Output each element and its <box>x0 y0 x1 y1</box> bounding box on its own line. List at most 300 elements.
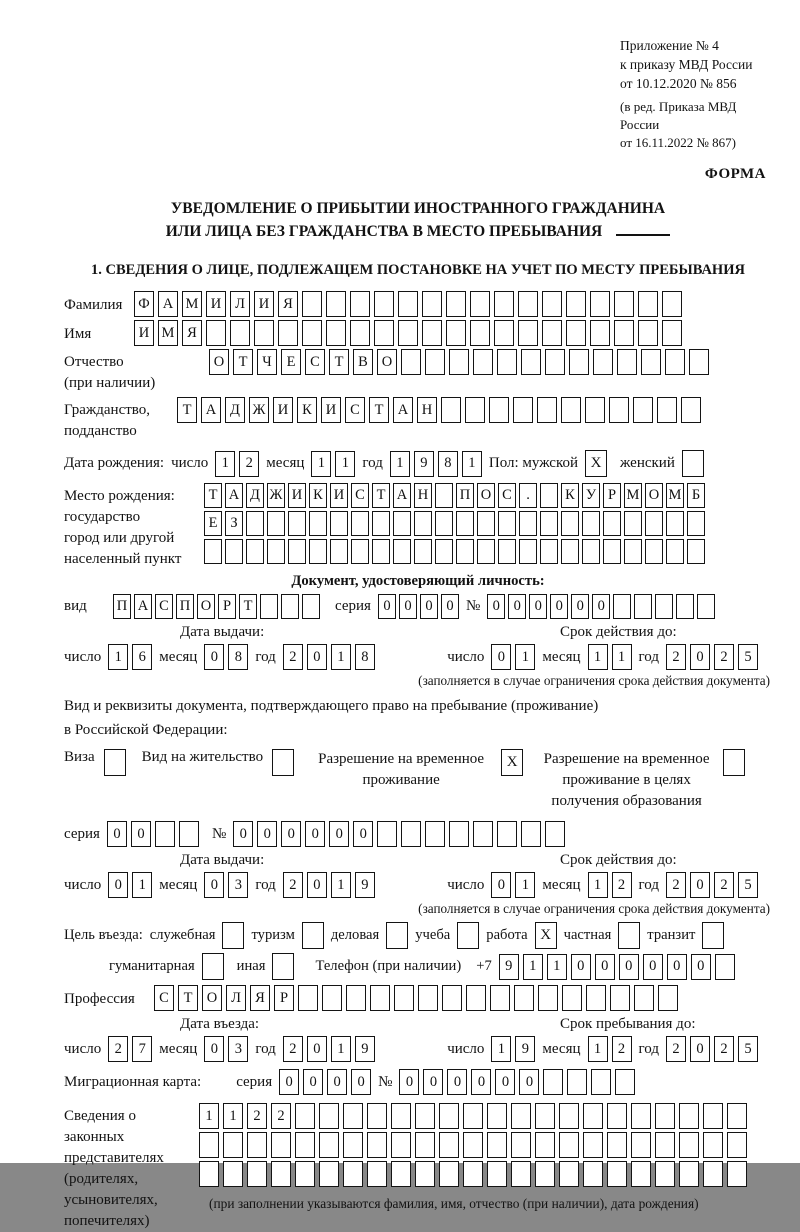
char-cell: 7 <box>132 1036 152 1062</box>
char-cell: 2 <box>108 1036 128 1062</box>
identity-expiry-date <box>447 644 758 670</box>
appendix-line: к приказу МВД России <box>620 57 753 72</box>
char-cell <box>439 1132 459 1158</box>
char-cell: Р <box>218 594 236 619</box>
char-cell <box>489 397 509 423</box>
identity-dates-row <box>64 644 772 670</box>
char-cell <box>295 1161 315 1187</box>
expiry-day-cells <box>491 872 535 898</box>
char-cell: 0 <box>279 1069 299 1095</box>
until-year-cells <box>666 1036 758 1062</box>
char-cell <box>179 821 199 847</box>
char-cell: С <box>351 483 369 508</box>
given-name-label: Имя <box>64 326 92 342</box>
issue-month-cells <box>204 872 248 898</box>
char-cell <box>631 1132 651 1158</box>
char-cell: А <box>393 483 411 508</box>
residence-doc-intro: Вид и реквизиты документа, подтверждающего право на пребывание (проживание) в Российской Федерации: <box>64 698 599 738</box>
migration-card-label: Миграционная карта: <box>64 1073 202 1090</box>
char-cell <box>545 821 565 847</box>
char-cell: 0 <box>329 821 349 847</box>
char-cell: 2 <box>283 1036 303 1062</box>
char-cell <box>498 511 516 536</box>
expiry-date-heading: Срок действия до: <box>560 852 677 868</box>
char-cell <box>583 1103 603 1129</box>
stay-dates-row <box>64 1036 772 1062</box>
char-cell: С <box>305 349 325 375</box>
char-cell: 0 <box>399 594 417 619</box>
char-cell: 9 <box>414 451 434 477</box>
char-cell <box>535 1132 555 1158</box>
char-cell <box>463 1161 483 1187</box>
char-cell <box>715 954 735 980</box>
char-cell <box>398 291 418 317</box>
char-cell <box>687 539 705 564</box>
char-cell: 0 <box>471 1069 491 1095</box>
char-cell <box>394 985 414 1011</box>
char-cell <box>538 985 558 1011</box>
char-cell <box>449 349 469 375</box>
char-cell: 0 <box>550 594 568 619</box>
char-cell: Я <box>250 985 270 1011</box>
sex-female-checkbox <box>682 450 704 477</box>
expiry-year-cells <box>666 644 758 670</box>
identity-doc-heading: Документ, удостоверяющий личность: <box>291 573 545 589</box>
char-cell <box>666 511 684 536</box>
migration-card-row <box>64 1069 772 1095</box>
char-cell <box>603 539 621 564</box>
char-cell <box>657 397 677 423</box>
char-cell <box>470 291 490 317</box>
char-cell: 0 <box>447 1069 467 1095</box>
char-cell: 1 <box>523 954 543 980</box>
char-cell: Л <box>226 985 246 1011</box>
char-cell <box>542 320 562 346</box>
char-cell <box>418 985 438 1011</box>
purpose-transit-checkbox <box>702 922 724 949</box>
char-cell: . <box>519 483 537 508</box>
char-cell <box>350 291 370 317</box>
residence-expiry-note: (заполняется в случае ограничения срока действия документа) <box>418 901 770 916</box>
char-cell <box>425 821 445 847</box>
char-cell <box>374 320 394 346</box>
char-cell: Т <box>239 594 257 619</box>
purpose-study-checkbox <box>457 922 479 949</box>
stay-until-date <box>447 1036 758 1062</box>
char-cell: И <box>273 397 293 423</box>
purpose-humanitarian-checkbox <box>202 953 224 980</box>
birth-month-cells <box>311 451 355 477</box>
birth-place-cells-line3 <box>204 539 705 564</box>
phone-cells <box>499 954 735 980</box>
char-cell <box>377 821 397 847</box>
visa-checkbox <box>104 749 126 776</box>
char-cell: М <box>158 320 178 346</box>
phone-prefix: +7 <box>476 958 492 974</box>
char-cell: 6 <box>132 644 152 670</box>
entry-date-heading: Дата въезда: <box>180 1016 260 1032</box>
char-cell <box>391 1103 411 1129</box>
char-cell <box>246 539 264 564</box>
temp-residence-checkbox: X <box>501 749 523 776</box>
char-cell <box>204 539 222 564</box>
char-cell: Т <box>178 985 198 1011</box>
char-cell: Н <box>417 397 437 423</box>
char-cell: 0 <box>204 1036 224 1062</box>
month-label: месяц <box>542 876 581 893</box>
char-cell: 2 <box>714 872 734 898</box>
number-label: № <box>211 825 227 842</box>
char-cell: 2 <box>714 644 734 670</box>
char-cell <box>615 1069 635 1095</box>
char-cell <box>542 291 562 317</box>
char-cell <box>343 1161 363 1187</box>
char-cell: 9 <box>499 954 519 980</box>
char-cell <box>519 539 537 564</box>
char-cell <box>497 349 517 375</box>
revision-line: от 16.11.2022 № 867) <box>620 135 737 150</box>
purpose-other-checkbox <box>272 953 294 980</box>
char-cell: 0 <box>690 1036 710 1062</box>
birth-place-cells-line1 <box>204 483 705 508</box>
char-cell: О <box>377 349 397 375</box>
issue-date-heading: Дата выдачи: <box>180 624 265 640</box>
char-cell <box>590 320 610 346</box>
char-cell: 0 <box>595 954 615 980</box>
stay-date-headings <box>64 1016 772 1033</box>
expiry-month-cells <box>588 872 632 898</box>
char-cell <box>590 291 610 317</box>
purpose-business-checkbox <box>222 922 244 949</box>
char-cell <box>681 397 701 423</box>
char-cell <box>561 539 579 564</box>
char-cell: 1 <box>199 1103 219 1129</box>
char-cell: 0 <box>420 594 438 619</box>
option-temp-residence-education: Разрешение на временное проживание в целях получения образования <box>539 749 745 812</box>
char-cell <box>583 1161 603 1187</box>
residence-dates-row <box>64 872 772 898</box>
char-cell: К <box>297 397 317 423</box>
char-cell <box>634 985 654 1011</box>
char-cell <box>665 349 685 375</box>
char-cell <box>295 1103 315 1129</box>
char-cell <box>655 1161 675 1187</box>
char-cell: 0 <box>690 872 710 898</box>
birth-place-label: Место рождения: государство город или другой населенный пункт <box>64 488 182 567</box>
char-cell <box>298 985 318 1011</box>
identity-doc-row <box>64 594 772 619</box>
purpose-private-checkbox <box>618 922 640 949</box>
representatives-note: (при заполнении указываются фамилия, имя, отчество (при наличии), дата рождения) <box>209 1196 699 1211</box>
birth-date-field <box>64 450 772 477</box>
char-cell: О <box>197 594 215 619</box>
char-cell: И <box>321 397 341 423</box>
char-cell <box>326 291 346 317</box>
char-cell: 0 <box>351 1069 371 1095</box>
char-cell <box>370 985 390 1011</box>
char-cell <box>415 1161 435 1187</box>
char-cell: 8 <box>228 644 248 670</box>
char-cell: И <box>206 291 226 317</box>
char-cell <box>465 397 485 423</box>
char-cell <box>514 985 534 1011</box>
char-cell: И <box>288 483 306 508</box>
char-cell <box>391 1132 411 1158</box>
char-cell: Ф <box>134 291 154 317</box>
residence-date-headings <box>64 852 772 869</box>
char-cell <box>372 511 390 536</box>
char-cell <box>326 320 346 346</box>
char-cell: Р <box>274 985 294 1011</box>
char-cell <box>439 1161 459 1187</box>
char-cell <box>401 349 421 375</box>
char-cell <box>607 1132 627 1158</box>
char-cell <box>703 1161 723 1187</box>
year-label: год <box>362 455 383 471</box>
char-cell: 2 <box>247 1103 267 1129</box>
char-cell <box>477 511 495 536</box>
char-cell <box>414 511 432 536</box>
number-label: № <box>465 598 481 614</box>
char-cell <box>562 985 582 1011</box>
char-cell: 1 <box>215 451 235 477</box>
char-cell <box>521 821 541 847</box>
char-cell <box>586 985 606 1011</box>
char-cell: А <box>158 291 178 317</box>
char-cell <box>613 594 631 619</box>
char-cell: 1 <box>223 1103 243 1129</box>
char-cell <box>614 291 634 317</box>
char-cell <box>295 1132 315 1158</box>
migration-number-cells <box>399 1069 635 1095</box>
char-cell <box>351 539 369 564</box>
char-cell: У <box>582 483 600 508</box>
char-cell: 1 <box>588 644 608 670</box>
char-cell <box>446 291 466 317</box>
sex-female-label: женский <box>620 455 675 471</box>
char-cell: 0 <box>423 1069 443 1095</box>
char-cell <box>435 483 453 508</box>
char-cell: 0 <box>307 1036 327 1062</box>
char-cell <box>435 511 453 536</box>
char-cell: Т <box>177 397 197 423</box>
residence-series-row <box>64 821 772 847</box>
entry-date <box>64 1036 375 1062</box>
char-cell: 0 <box>108 872 128 898</box>
temp-residence-education-checkbox <box>723 749 745 776</box>
char-cell <box>655 1132 675 1158</box>
char-cell <box>350 320 370 346</box>
char-cell: 0 <box>487 594 505 619</box>
until-day-cells <box>491 1036 535 1062</box>
char-cell <box>638 291 658 317</box>
char-cell: 1 <box>515 872 535 898</box>
char-cell: 1 <box>462 451 482 477</box>
char-cell <box>511 1103 531 1129</box>
char-cell: 0 <box>353 821 373 847</box>
char-cell <box>319 1132 339 1158</box>
char-cell <box>267 511 285 536</box>
char-cell: Л <box>230 291 250 317</box>
char-cell: 3 <box>228 872 248 898</box>
citizenship-field <box>64 397 772 442</box>
char-cell <box>477 539 495 564</box>
char-cell: Е <box>204 511 222 536</box>
appendix-line: Приложение № 4 <box>620 38 719 53</box>
char-cell <box>609 397 629 423</box>
char-cell <box>697 594 715 619</box>
char-cell: С <box>498 483 516 508</box>
title-blank-line <box>616 220 670 236</box>
char-cell <box>456 511 474 536</box>
char-cell <box>537 397 557 423</box>
char-cell <box>561 397 581 423</box>
char-cell <box>494 291 514 317</box>
char-cell <box>302 291 322 317</box>
char-cell <box>254 320 274 346</box>
option-temp-residence: Разрешение на временное проживание X <box>310 749 523 791</box>
char-cell: Т <box>233 349 253 375</box>
char-cell <box>278 320 298 346</box>
day-label: число <box>64 1040 102 1057</box>
char-cell: О <box>645 483 663 508</box>
char-cell <box>593 349 613 375</box>
char-cell: В <box>353 349 373 375</box>
char-cell <box>223 1161 243 1187</box>
residence-issue-date <box>64 872 375 898</box>
entry-day-cells <box>108 1036 152 1062</box>
year-label: год <box>638 1040 659 1057</box>
sex-male-checkbox: X <box>585 450 607 477</box>
phone-label: Телефон (при наличии) <box>315 958 462 974</box>
char-cell <box>398 320 418 346</box>
char-cell: Д <box>225 397 245 423</box>
char-cell: 0 <box>204 872 224 898</box>
char-cell <box>288 511 306 536</box>
migration-series-cells <box>279 1069 371 1095</box>
section1-heading: 1. СВЕДЕНИЯ О ЛИЦЕ, ПОДЛЕЖАЩЕМ ПОСТАНОВКЕ НА УЧЕТ ПО МЕСТУ ПРЕБЫВАНИЯ <box>91 262 745 278</box>
char-cell: 5 <box>738 644 758 670</box>
char-cell: Я <box>182 320 202 346</box>
patronymic-label: Отчество (при наличии) <box>64 354 156 391</box>
char-cell <box>540 539 558 564</box>
char-cell <box>662 291 682 317</box>
char-cell <box>559 1132 579 1158</box>
surname-field <box>64 291 772 317</box>
char-cell <box>319 1161 339 1187</box>
char-cell: Т <box>204 483 222 508</box>
char-cell: 2 <box>612 872 632 898</box>
char-cell <box>624 539 642 564</box>
doc-series-cells <box>378 594 459 619</box>
char-cell <box>281 594 299 619</box>
char-cell <box>288 539 306 564</box>
residence-number-cells <box>233 821 565 847</box>
char-cell: С <box>155 594 173 619</box>
char-cell <box>230 320 250 346</box>
issue-month-cells <box>204 644 248 670</box>
surname-label: Фамилия <box>64 297 123 313</box>
char-cell: Б <box>687 483 705 508</box>
char-cell <box>271 1132 291 1158</box>
char-cell: Ж <box>249 397 269 423</box>
char-cell <box>535 1161 555 1187</box>
char-cell <box>343 1103 363 1129</box>
patronymic-field <box>64 349 772 394</box>
char-cell <box>498 539 516 564</box>
char-cell <box>415 1132 435 1158</box>
char-cell <box>519 511 537 536</box>
char-cell: 1 <box>331 1036 351 1062</box>
form-title <box>64 198 772 243</box>
char-cell: 0 <box>399 1069 419 1095</box>
char-cell <box>511 1161 531 1187</box>
char-cell: 9 <box>515 1036 535 1062</box>
day-label: число <box>64 876 102 893</box>
residence-series-cells <box>107 821 199 847</box>
doc-kind-label: вид <box>64 598 87 614</box>
char-cell <box>631 1161 651 1187</box>
expiry-day-cells <box>491 644 535 670</box>
char-cell <box>561 511 579 536</box>
char-cell <box>343 1132 363 1158</box>
identity-issue-date <box>64 644 375 670</box>
issue-year-cells <box>283 872 375 898</box>
char-cell: 0 <box>690 644 710 670</box>
entry-year-cells <box>283 1036 375 1062</box>
char-cell: 9 <box>355 1036 375 1062</box>
char-cell: 1 <box>491 1036 511 1062</box>
char-cell: 0 <box>491 872 511 898</box>
char-cell: 2 <box>714 1036 734 1062</box>
char-cell <box>689 349 709 375</box>
form-title-line1: УВЕДОМЛЕНИЕ О ПРИБЫТИИ ИНОСТРАННОГО ГРАЖДАНИНА <box>170 200 666 217</box>
char-cell <box>435 539 453 564</box>
stay-until-heading: Срок пребывания до: <box>560 1016 696 1032</box>
char-cell: Т <box>372 483 390 508</box>
series-label: серия <box>64 825 100 842</box>
year-label: год <box>255 648 276 665</box>
birth-year-cells <box>390 451 482 477</box>
birth-place-cells-line2 <box>204 511 705 536</box>
char-cell: 9 <box>355 872 375 898</box>
char-cell <box>582 539 600 564</box>
char-cell: 1 <box>132 872 152 898</box>
char-cell <box>393 539 411 564</box>
char-cell: Н <box>414 483 432 508</box>
char-cell: 5 <box>738 1036 758 1062</box>
char-cell <box>727 1132 747 1158</box>
entry-month-cells <box>204 1036 248 1062</box>
char-cell: К <box>309 483 327 508</box>
char-cell: 0 <box>307 872 327 898</box>
char-cell <box>521 349 541 375</box>
char-cell: 0 <box>571 594 589 619</box>
sex-male-label: Пол: мужской <box>488 455 579 471</box>
char-cell <box>518 291 538 317</box>
char-cell: И <box>330 483 348 508</box>
char-cell: 0 <box>257 821 277 847</box>
char-cell <box>487 1132 507 1158</box>
char-cell: 0 <box>378 594 396 619</box>
char-cell <box>199 1161 219 1187</box>
char-cell: М <box>624 483 642 508</box>
day-label: число <box>447 648 485 665</box>
char-cell <box>585 397 605 423</box>
char-cell <box>260 594 278 619</box>
day-label: число <box>171 455 209 471</box>
doc-number-cells <box>487 594 715 619</box>
